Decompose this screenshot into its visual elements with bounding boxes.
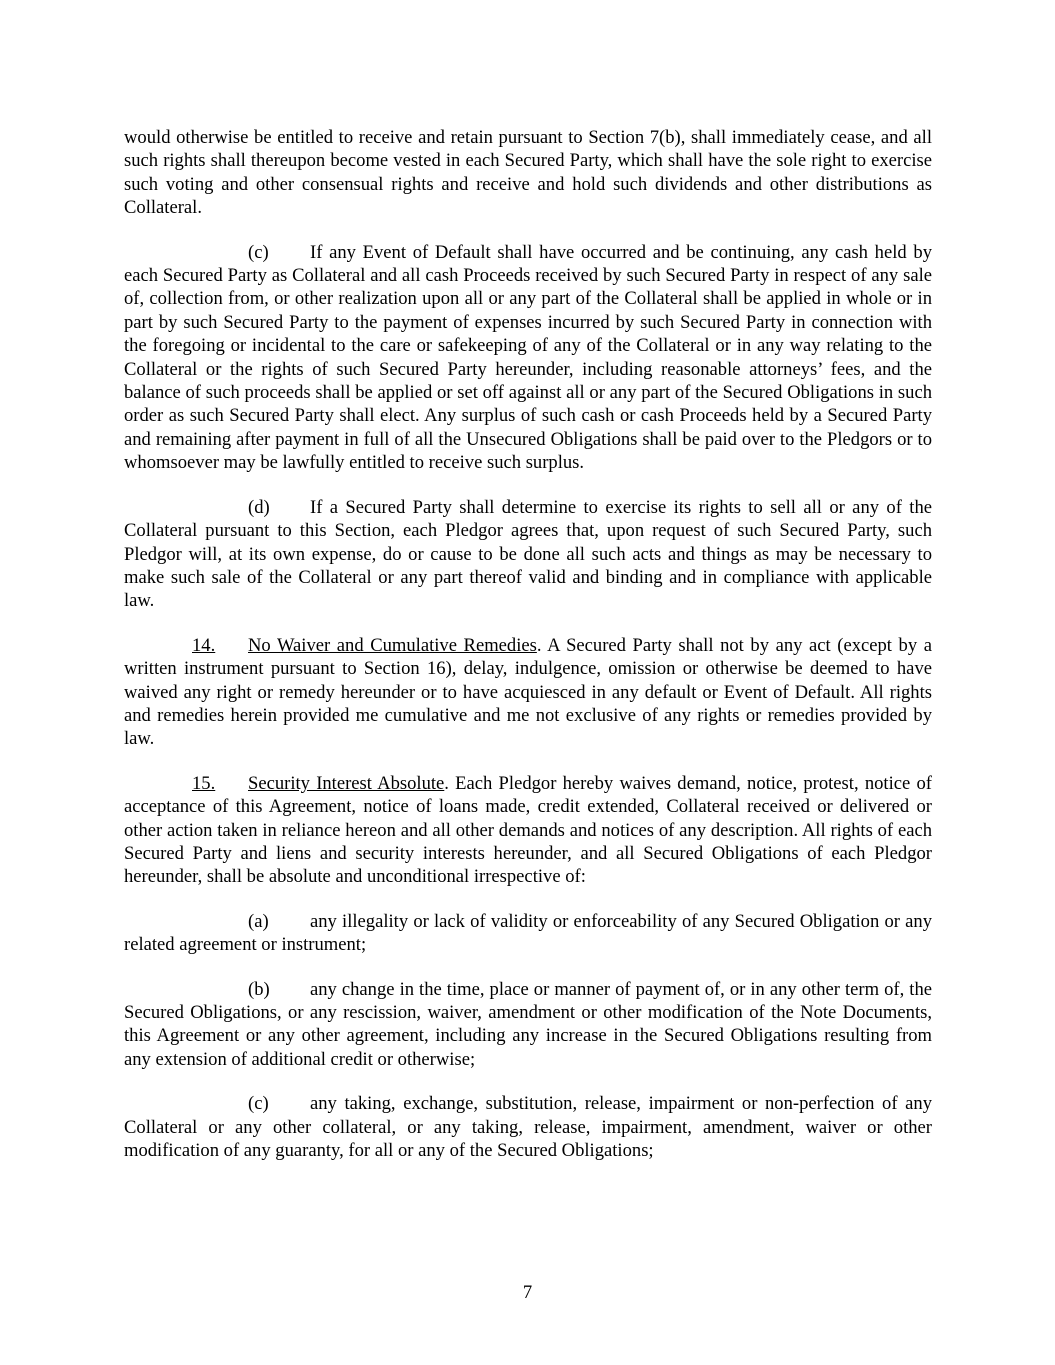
section-14 xyxy=(124,634,932,751)
section-text: . Each Pledgor hereby waives demand, notice, protest, notice of acceptance of this Agreement, notice of loans made, credit extended, Collateral received or delivered or other action taken in reliance hereon and all other demands and notices of any description. All rights of each Secured Party and liens and security interests hereunder, and all Secured Obligations of each Pledgor hereunder, shall be absolute and unconditional irrespective of: xyxy=(124,772,932,888)
paragraph-text: If a Secured Party shall determine to exercise its rights to sell all or any of the Collateral pursuant to this Section, each Pledgor agrees that, upon request of such Secured Party, such Pledgor will, at its own expense, do or cause to be done all such acts and things as may be necessary to make such sale of the Collateral or any part thereof valid and binding and in compliance with applicable law. xyxy=(124,496,932,612)
paragraph-13d xyxy=(124,496,932,613)
section-heading: No Waiver and Cumulative Remedies xyxy=(248,634,537,656)
section-15-item-b xyxy=(124,978,932,1072)
item-text: any change in the time, place or manner of payment of, or in any other term of, the Secured Obligations, or any rescission, waiver, amendment or other modification of the Note Documents, this Agreement or any other agreement, including any increase in the Secured Obligations resulting from any extension of additional credit or otherwise; xyxy=(124,978,932,1070)
continuation-paragraph: would otherwise be entitled to receive and retain pursuant to Section 7(b), shall immediately cease, and all such rights shall thereupon become vested in each Secured Party, which shall have the sole right to exercise such voting and other consensual rights and receive and hold such dividends and other distributions as Collateral. xyxy=(124,127,932,219)
section-15-item-a xyxy=(124,910,932,957)
section-number: 14. xyxy=(192,634,216,656)
paragraph-text: If any Event of Default shall have occurred and be continuing, any cash held by each Secured Party as Collateral and all cash Proceeds received by such Secured Party in respect of any sale of, collection from, or other realization upon all or any part of the Collateral shall be applied in whole or in part by such Secured Party to the payment of expenses incurred by such Secured Party in connection with the foregoing or incidental to the care or safekeeping of any of the Collateral or in any way relating to the Collateral or the rights of such Secured Party hereunder, including reasonable attorneys’ fees, and the balance of such proceeds shall be applied or set off against all or any part of the Secured Obligations in such order as such Secured Party shall elect. Any surplus of such cash or cash Proceeds held by a Secured Party and remaining after payment in full of all the Unsecured Obligations shall be paid over to the Pledgors or to whomsoever may be lawfully entitled to receive such surplus. xyxy=(124,241,932,474)
section-heading: Security Interest Absolute xyxy=(248,772,445,794)
item-text: any taking, exchange, substitution, release, impairment or non-perfection of any Collateral or any other collateral, or any taking, release, impairment, amendment, waiver or other modification of any guaranty, for all or any of the Secured Obligations; xyxy=(124,1093,932,1162)
page-number: 7 xyxy=(522,1282,533,1303)
item-text: any illegality or lack of validity or enforceability of any Secured Obligation or any related agreement or instrument; xyxy=(124,910,932,956)
section-number: 15. xyxy=(192,772,216,794)
paragraph-label: (d) xyxy=(248,496,270,518)
paragraph-label: (c) xyxy=(248,241,269,263)
item-label: (c) xyxy=(248,1093,269,1115)
section-15 xyxy=(124,772,932,889)
document-page xyxy=(124,126,932,1183)
item-label: (a) xyxy=(248,910,269,932)
section-15-item-c xyxy=(124,1092,932,1162)
section-text: . A Secured Party shall not by any act (except by a written instrument pursuant to Section 16), delay, indulgence, omission or otherwise be deemed to have waived any right or remedy hereunder or to have acquiesced in any default or Event of Default. All rights and remedies herein provided me cumulative and me not exclusive of any rights or remedies provided by law. xyxy=(124,634,932,750)
item-label: (b) xyxy=(248,978,270,1000)
paragraph-13c xyxy=(124,241,932,475)
